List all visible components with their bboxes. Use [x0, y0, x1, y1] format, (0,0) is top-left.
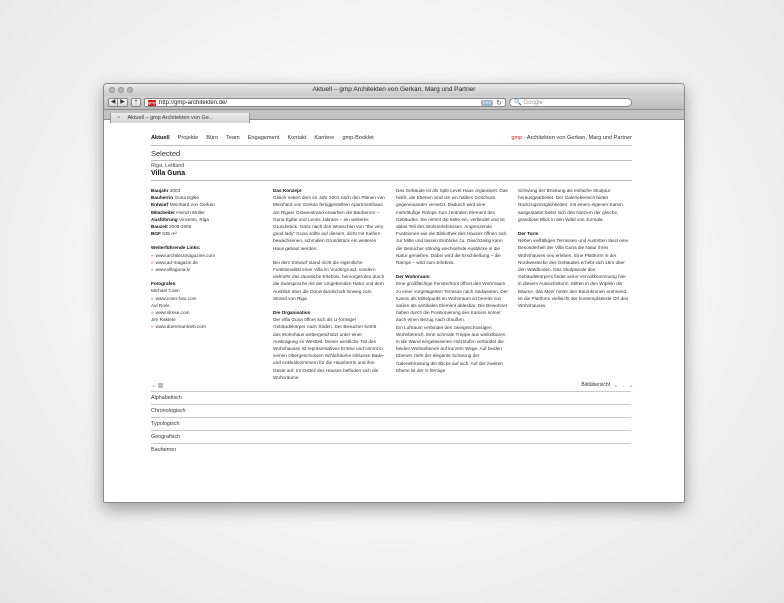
browser-toolbar — [104, 96, 684, 110]
paragraph: Ein Luftraum verbindet den zweigeschossigen Wohnbereich. Eine schmale Treppe aus winkelbaren, in die Wand eingelassenen Holzstufen verbindet die beiden Wohnebenen auf kurzem Wege. Auf beiden Ebenen zieht der elegante Schwung der Galeriebrüstung die Blicke auf sich. Auf der zweiten Ebene ist der S-förmige — [396, 324, 507, 373]
fact-row: Bauherrin Guna Eglite — [151, 195, 199, 201]
brand-logo: gmp — [511, 135, 523, 141]
photographer-name: Jim Raktete — [151, 317, 176, 323]
pause-icon[interactable]: ◦ — [622, 382, 625, 388]
photographer-link[interactable]: » www.xlrose.com — [151, 310, 190, 316]
image-overview-control — [581, 382, 634, 388]
link-arrow-icon: » — [151, 252, 154, 258]
paragraph: Das Gebäude ist als Split-Level Haus organisiert. Das heißt, die Ebenen sind um ein halbes Geschoss gegeneinander versetzt. Dadurch wird eine mehrläufige Rampe zum zentralen Element des Gebäudes. Sie nimmt die Mitte ein, verbindet und ist dabei Teil des Wohnerlebnisses. Angrenzende Funktionen wie die Bibliothek des Hauses öffnen sich zur Mitte und lassen Einblicke zu. Gleichzeitig kann der Besucher ständig wechselnde Ausblicke in die Natur genießen. Dabei wird die Erschließung – die Rampe – wird zum Erlebnis. — [396, 188, 508, 266]
search-placeholder: Google — [523, 99, 543, 106]
link-arrow-icon: » — [151, 259, 154, 265]
section-title: Selected — [151, 149, 181, 158]
section-heading: Die Organisation — [273, 310, 311, 316]
link-arrow-icon: » — [151, 310, 154, 316]
link-arrow-icon: » — [151, 295, 154, 301]
window-title: Aktuell – gmp Architekten von Gerkan, Marg und Partner — [312, 86, 476, 93]
index-geografisch[interactable]: Geografisch — [151, 430, 631, 443]
fact-row: Ausführung Vincents, Riga — [151, 216, 210, 222]
rss-icon[interactable]: RSS — [482, 99, 492, 105]
site-favicon-icon: gmp — [148, 99, 156, 105]
nav-item-booklet[interactable]: gmp-Booklet — [342, 135, 374, 141]
nav-item-team[interactable]: Team — [226, 135, 240, 141]
divider — [151, 145, 632, 146]
site-brand[interactable] — [511, 135, 632, 141]
photographer-link[interactable]: » www.duerenantrieb.com — [151, 324, 206, 330]
nav-item-aktuell[interactable]: Aktuell — [151, 135, 170, 141]
paragraph: Schwung der Brüstung als einfache Skulptur herausgearbeitet. Der Galeriebereich bietet Rückzugsmöglichkeiten; mit einem eigenen Kamin ausgestattet bietet sich den Nutzern der gleiche, grandiose Blick in den Wald von Jurmala. — [518, 188, 623, 222]
external-link[interactable]: » www.ad-magazin.de — [151, 259, 198, 265]
project-index-nav — [151, 391, 631, 456]
external-link[interactable]: » www.villaguna.lv — [151, 267, 190, 273]
previous-page-icon[interactable]: ◂ — [152, 383, 155, 388]
previous-image-icon[interactable]: ◂ — [614, 382, 617, 388]
text-column-3 — [396, 187, 508, 374]
index-bauherren[interactable]: Bauherren — [151, 443, 631, 456]
image-overview-link[interactable]: Bildübersicht — [581, 382, 610, 388]
section-heading: Der Wohnraum — [396, 274, 430, 280]
browser-window — [103, 83, 685, 503]
web-page — [104, 120, 684, 493]
divider — [151, 160, 632, 161]
forward-button[interactable]: ▶ — [118, 98, 128, 107]
text-column-4 — [518, 187, 630, 309]
nav-item-kontakt[interactable]: Kontakt — [287, 135, 307, 141]
back-button[interactable]: ◀ — [108, 98, 118, 107]
links-heading: Weiterführende Links: — [151, 245, 201, 251]
nav-item-karriere[interactable]: Karriere — [314, 135, 335, 141]
fact-row: Mitarbeiter Hinrich Müller — [151, 209, 205, 215]
project-facts-column — [151, 187, 261, 331]
fact-row: Entwurf Meinhard von Gerkan — [151, 202, 215, 208]
add-bookmark-button[interactable]: + — [131, 98, 141, 107]
tab-bar — [104, 110, 684, 120]
address-bar[interactable] — [144, 98, 506, 107]
search-icon: 🔍 — [514, 100, 522, 106]
reload-icon[interactable]: ↻ — [496, 99, 502, 107]
section-heading: Das Konzept — [273, 188, 302, 193]
close-tab-icon[interactable]: × — [117, 115, 121, 121]
next-image-icon[interactable]: ▸ — [630, 382, 633, 388]
index-alphabetisch[interactable]: Alphabetisch — [151, 391, 631, 404]
photographer-name: Michael Coen — [151, 288, 180, 294]
url-text[interactable]: http://gmp-architekten.de/ — [159, 99, 228, 106]
divider — [151, 180, 632, 181]
paragraph: Neben vielfältigen Terrassen und Austritten lässt eine Besonderheit der Villa Guna die Natur ihres Wohnhauses neu erleben. Eine Plattform in der Nordwestecke des Gebäudes erhebt sich 15m über den Waldboden. Das Skulpturale des Gebäudekörpers findet seine Vervollkommnung hier in diesem Aussichtsturm. Mitten in den Wipfeln der Bäume, das Meer hinter den Baumkronen erahnend, ist die Plattform vielleicht der kontemplativste Ort des Wohnhauses. — [518, 238, 629, 309]
title-bar — [104, 84, 684, 96]
project-title: Villa Guna — [151, 170, 186, 177]
photographer-link[interactable]: » www.coen-foto.com — [151, 295, 197, 301]
text-column-2 — [273, 187, 385, 381]
paragraph: Gleich neben dem im Jahr 2001 nach den Plänen von Meinhard von Gerkan fertiggestellten Apartmenthaus am Rigaer Ostseestrand erwarben die Bauherren – Guna Eglite und Leons Jakrans – ein weiteres Grundstück. Ganz nach den Wünschen von "the very good lady" Guna sollte auf diesem, dicht mit Kiefern bewachsenen, schmalen Grundstück ein weiteres Haus gebaut werden. — [273, 195, 385, 251]
link-arrow-icon: » — [151, 324, 154, 330]
window-controls — [109, 87, 133, 93]
zoom-window-button[interactable] — [127, 87, 133, 93]
link-arrow-icon: » — [151, 267, 154, 273]
close-window-button[interactable] — [109, 87, 115, 93]
tab-label: Aktuell – gmp Architekten von Ge... — [127, 115, 214, 121]
fact-row: BGF 635 m² — [151, 231, 177, 237]
paragraph: Eine großflächige Fensterfront öffnet den Wohnraum zu einer vorgelagerten Terrasse nach Südwesten. Der Kamin als Mittelpunkt im Wohnraum ist bereits von außen als vertikales Element ablesbar. Die Bewohner haben durch die Positionierung des Kamins immer auch einen Bezug nach draußen. — [396, 281, 508, 323]
paragraph: Bei dem Entwurf stand nicht die eigentliche Funktionalität einer Villa im Vordergrund, sondern vielmehr das räumliche Erlebnis, hervorgerufen durch die Zwiesprache mit der umgebenden Natur und dem Ausblick über die Dünenlandschaft hinweg zum Strand von Riga. — [273, 259, 385, 301]
photographer-name: Axl Rose — [151, 302, 170, 308]
photographers-heading: Fotografen — [151, 281, 176, 287]
external-link[interactable]: » www.architectmagazine.com — [151, 252, 216, 258]
fact-row: Bauzeit 2005-2006 — [151, 224, 192, 230]
text-pager — [151, 383, 163, 388]
paragraph: Die Villa Guna öffnet sich als U-förmiger Gebäudekörper nach Süden. Der Besucher betritt das Wohnhaus wettergeschützt unter einer Auskragung im Westteil. Dieser westliche Teil des Wohnhauses ist repräsentatives Entree und nimmt in seinen Obergeschossen Schlafräume inklusive Bade- und Ankleidezimmern für die Hausherrin und ihre Gäste auf. Im Ostteil des Hauses befinden sich die Wohnräume. — [273, 317, 385, 380]
history-buttons — [108, 98, 128, 107]
brand-name: - Architekten von Gerkan, Marg und Partner — [522, 135, 632, 141]
index-typologisch[interactable]: Typologisch — [151, 417, 631, 430]
nav-item-engagement[interactable]: Engagement — [247, 135, 280, 141]
search-field[interactable] — [509, 98, 632, 107]
minimize-window-button[interactable] — [118, 87, 124, 93]
project-location: Riga, Lettland — [151, 163, 185, 169]
fact-row: Baujahr 2003 — [151, 188, 181, 193]
index-chronologisch[interactable]: Chronologisch — [151, 404, 631, 417]
page-indicator[interactable] — [158, 383, 163, 388]
nav-item-buero[interactable]: Büro — [206, 135, 219, 141]
main-navigation — [151, 135, 374, 141]
nav-item-projekte[interactable]: Projekte — [177, 135, 199, 141]
section-heading: Der Turm — [518, 231, 539, 237]
